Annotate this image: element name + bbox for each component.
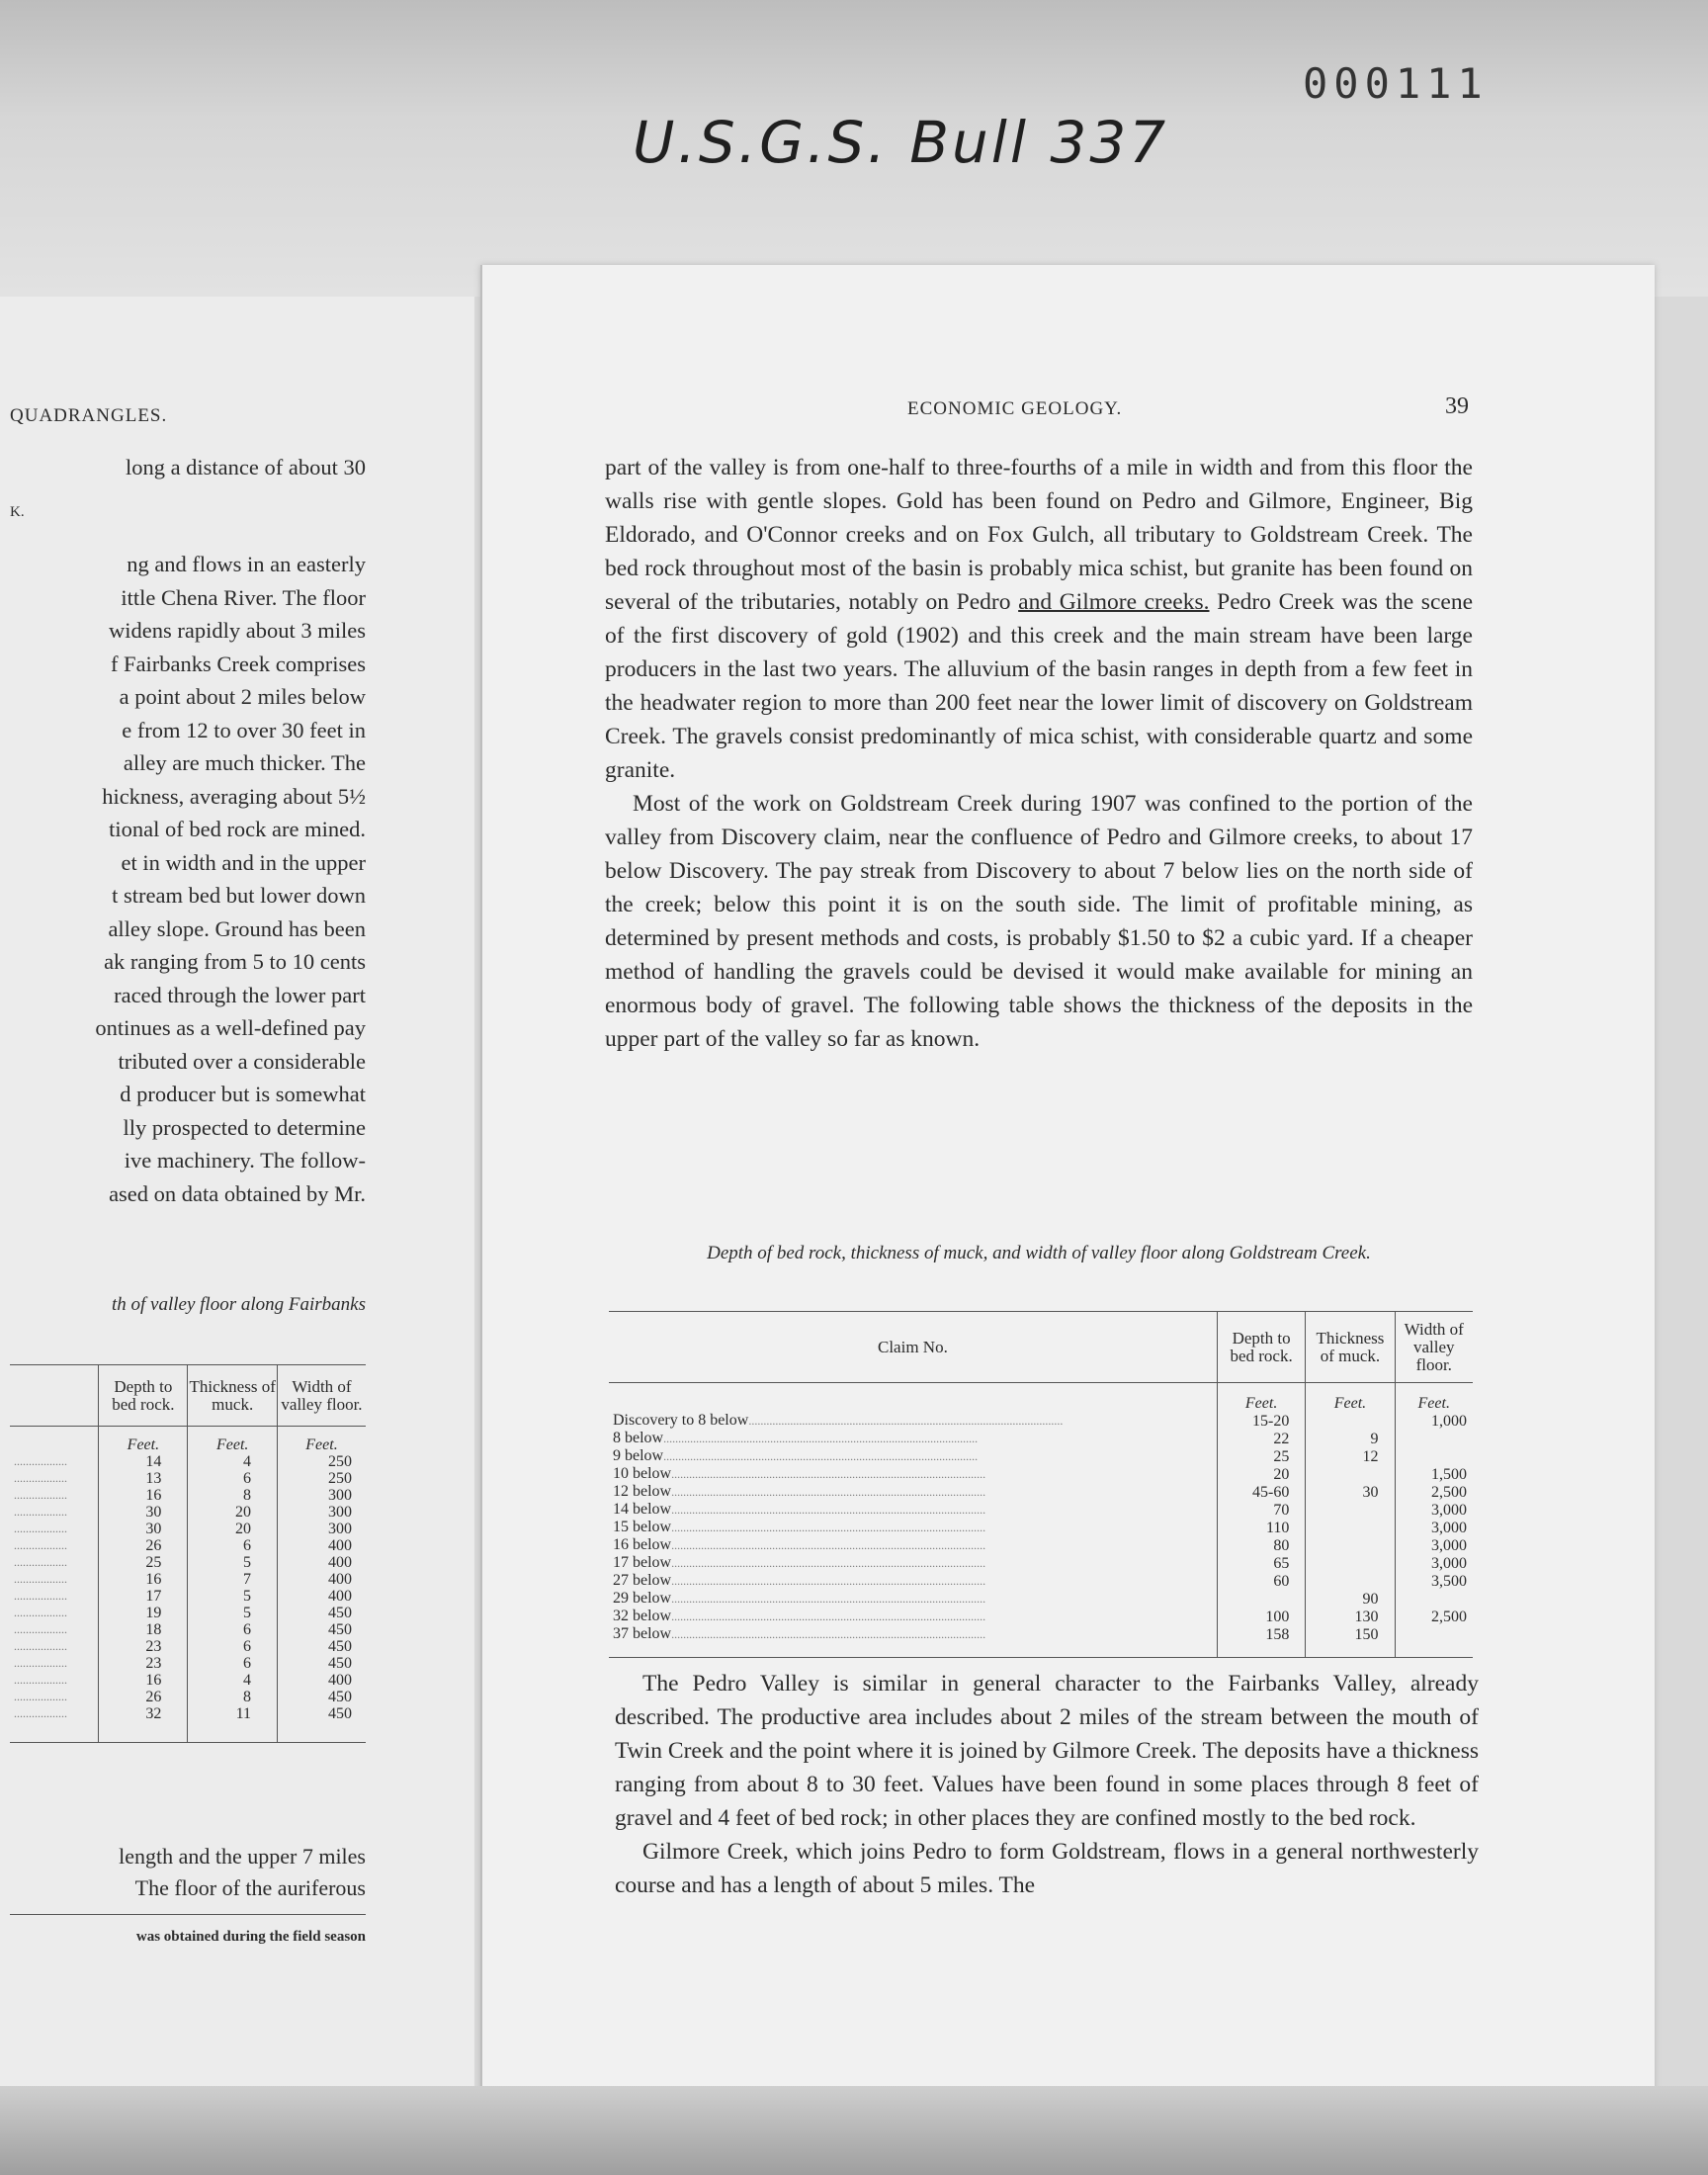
table-row [609, 1447, 1473, 1465]
left-text-line: e from 12 to over 30 feet in [122, 717, 366, 742]
left-unit-cell: Feet. [277, 1427, 366, 1454]
left-table-cell: 250 [277, 1453, 366, 1470]
scan-bottom-margin [0, 2086, 1708, 2175]
claim-cell: 15 below.......................................................................................................... [613, 1519, 986, 1535]
left-table-cell: 300 [277, 1521, 366, 1537]
table-row [609, 1465, 1473, 1483]
left-table-cell: 20 [188, 1521, 278, 1537]
table-cell [1395, 1430, 1473, 1447]
table-row [609, 1483, 1473, 1501]
left-text-line: lly prospected to determine [123, 1114, 366, 1140]
left-text-line: ng and flows in an easterly [127, 552, 366, 576]
left-text-line: K. [10, 504, 25, 520]
left-table-cell: 11 [188, 1705, 278, 1722]
left-table-cell: 300 [277, 1487, 366, 1504]
left-table-cell: 300 [277, 1504, 366, 1521]
table-cell: 15-20 [1217, 1412, 1306, 1430]
left-unit-cell: Feet. [99, 1427, 188, 1454]
left-end-cell [10, 1722, 99, 1742]
goldstream-table-body [609, 1383, 1473, 1658]
table-row [609, 1590, 1473, 1608]
claim-label: 8 below [613, 1430, 664, 1446]
paragraph-1-part-a: part of the valley is from one-half to three-fourths of a mile in width and from this floor the walls rise with gentle slopes. Gold has been found on Pedro and Gilmore, Engineer, Big Eldorado, and O'Connor creeks and on Fox Gulch, all tributary to Goldstream Creek. The bed rock throughout most of the basin is probably mica schist, but granite has been found on several of the tributaries, notably on Pedro [605, 455, 1473, 615]
table-cell: 158 [1217, 1625, 1306, 1643]
left-table-cell: 5 [188, 1554, 278, 1571]
end-cell [1306, 1643, 1395, 1657]
left-table-cell: 450 [277, 1638, 366, 1655]
left-unit-cell: Feet. [188, 1427, 278, 1454]
left-table-cell: 4 [188, 1672, 278, 1689]
table-row [609, 1536, 1473, 1554]
claim-cell: 16 below.......................................................................................................... [613, 1536, 986, 1553]
left-table-cell: 19 [99, 1605, 188, 1621]
left-table-row [10, 1571, 366, 1588]
table-cell: 12 [1306, 1447, 1395, 1465]
paragraph-2: Most of the work on Goldstream Creek during 1907 was confined to the portion of the valley from Discovery claim, near the confluence of Pedro and Gilmore creeks, to about 17 below Discovery. The pay streak from Discovery to about 7 below lies on the north side of the creek; below this point it is on the south side. The limit of profitable mining, as determined by present methods and costs, is probably $1.50 to $2 a cubic yard. If a cheaper method of handling the gravels could be devised it would make available for mining an enormous body of gravel. The following table shows the thickness of the deposits in the upper part of the valley so far as known. [605, 791, 1473, 1052]
left-table-body [10, 1427, 366, 1743]
table-row [609, 1608, 1473, 1625]
left-data-table [10, 1364, 366, 1743]
claim-cell: 32 below.......................................................................................................... [613, 1608, 986, 1624]
left-unit-blank [10, 1427, 99, 1454]
claim-label: 14 below [613, 1501, 672, 1518]
left-row-leader: .................. [14, 1690, 67, 1703]
table-cell: 3,500 [1395, 1572, 1473, 1590]
left-table-row [10, 1672, 366, 1689]
table-cell: 22 [1217, 1430, 1306, 1447]
left-row-leader: .................. [14, 1673, 67, 1687]
left-table-cell: 250 [277, 1470, 366, 1487]
claim-label: 29 below [613, 1590, 672, 1607]
claim-label: 32 below [613, 1608, 672, 1624]
left-table-cell: 400 [277, 1537, 366, 1554]
left-text-line: ittle Chena River. The floor [121, 584, 366, 610]
table-cell [1306, 1465, 1395, 1483]
table-cell: 2,500 [1395, 1483, 1473, 1501]
left-table-cell: 7 [188, 1571, 278, 1588]
claim-label: 37 below [613, 1625, 672, 1642]
left-bottom-text [10, 1841, 366, 1953]
left-end-cell [99, 1722, 188, 1742]
table-cell [1306, 1412, 1395, 1430]
left-table-cell: 6 [188, 1638, 278, 1655]
table-cell [1395, 1625, 1473, 1643]
left-table-cell: 30 [99, 1521, 188, 1537]
left-text-line: tional of bed rock are mined. [109, 817, 366, 841]
left-end-cell [188, 1722, 278, 1742]
left-table-cell: 6 [188, 1470, 278, 1487]
table-cell [1306, 1501, 1395, 1519]
claim-cell: Discovery to 8 below.......................................................................................................... [613, 1412, 1064, 1429]
left-table-cell: 450 [277, 1621, 366, 1638]
left-page [0, 297, 474, 2106]
table-cell: 110 [1217, 1519, 1306, 1536]
left-text-line: et in width and in the upper [121, 849, 366, 875]
left-text-line: long a distance of about 30 [125, 455, 366, 479]
paragraph-1-underlined: and Gilmore creeks. [1018, 589, 1210, 615]
table-cell: 25 [1217, 1447, 1306, 1465]
handwritten-annotation: U.S.G.S. Bull 337 [633, 109, 1169, 176]
left-table-cell: 23 [99, 1638, 188, 1655]
left-col-blank [10, 1365, 99, 1427]
left-text-line: ontinues as a well-defined pay [95, 1015, 366, 1040]
table-cell: 60 [1217, 1572, 1306, 1590]
left-text-line: t stream bed but lower down [112, 883, 366, 908]
left-bottom-line-2: The floor of the auriferous [134, 1875, 366, 1900]
paragraph-4: Gilmore Creek, which joins Pedro to form Goldstream, flows in a general northwesterly course and has a length of about 5 miles. The [615, 1839, 1479, 1898]
claim-label: Discovery to 8 below [613, 1412, 749, 1429]
body-text-top [605, 451, 1473, 1056]
left-table-cell: 32 [99, 1705, 188, 1722]
left-table-cell: 14 [99, 1453, 188, 1470]
left-table-cell: 26 [99, 1537, 188, 1554]
table-cell [1306, 1519, 1395, 1536]
claim-cell: 9 below.......................................................................................................... [613, 1447, 979, 1464]
table-cell: 150 [1306, 1625, 1395, 1643]
left-table-cell: 450 [277, 1605, 366, 1621]
table-cell [1395, 1447, 1473, 1465]
left-table-cell: 5 [188, 1605, 278, 1621]
claim-cell: 10 below.......................................................................................................... [613, 1465, 986, 1482]
left-table-row [10, 1705, 366, 1722]
table-cell: 100 [1217, 1608, 1306, 1625]
left-table-row [10, 1487, 366, 1504]
table-cell: 3,000 [1395, 1536, 1473, 1554]
left-text-line: alley are much thicker. The [123, 750, 366, 775]
left-table-cell: 20 [188, 1504, 278, 1521]
claim-label: 10 below [613, 1465, 672, 1482]
left-row-leader: .................. [14, 1538, 67, 1552]
left-table-cell: 400 [277, 1672, 366, 1689]
table-row [609, 1412, 1473, 1430]
paragraph-1-part-b: Pedro Creek was the scene of the first discovery of gold (1902) and this creek and the main stream have been large producers in the last two years. The alluvium of the basin ranges in depth from a few feet in the headwater region to more than 200 feet near the lower limit of discovery on Goldstream Creek. The gravels consist predominantly of mica schist, with considerable quartz and some granite. [605, 589, 1473, 783]
left-table-cell: 8 [188, 1487, 278, 1504]
table-row [609, 1625, 1473, 1643]
unit-cell: Feet. [1217, 1383, 1306, 1413]
left-table-cell: 25 [99, 1554, 188, 1571]
left-text-line: hickness, averaging about 5½ [102, 783, 366, 809]
claim-cell: 14 below.......................................................................................................... [613, 1501, 986, 1518]
table-row [609, 1430, 1473, 1447]
table-cell: 45-60 [1217, 1483, 1306, 1501]
table-cell: 3,000 [1395, 1519, 1473, 1536]
col-claim: Claim No. [878, 1337, 948, 1356]
left-table-row [10, 1554, 366, 1571]
claim-cell: 17 below.......................................................................................................... [613, 1554, 986, 1571]
left-row-leader: .................. [14, 1505, 67, 1519]
unit-cell: Feet. [1306, 1383, 1395, 1413]
left-table-row [10, 1470, 366, 1487]
left-table-row [10, 1588, 366, 1605]
claim-cell: 12 below.......................................................................................................... [613, 1483, 986, 1500]
claim-label: 12 below [613, 1483, 672, 1500]
table-cell: 20 [1217, 1465, 1306, 1483]
left-table-row [10, 1504, 366, 1521]
table-row [609, 1572, 1473, 1590]
left-col-depth: Depth to bed rock. [99, 1365, 188, 1427]
left-table-cell: 400 [277, 1571, 366, 1588]
claim-cell: 8 below.......................................................................................................... [613, 1430, 979, 1446]
left-table-cell: 450 [277, 1655, 366, 1672]
left-table-cell: 30 [99, 1504, 188, 1521]
table-end [609, 1643, 1473, 1657]
col-muck: Thickness of muck. [1306, 1312, 1395, 1383]
left-table-cell: 13 [99, 1470, 188, 1487]
table-cell: 9 [1306, 1430, 1395, 1447]
left-table-row [10, 1655, 366, 1672]
table-cell: 1,500 [1395, 1465, 1473, 1483]
claim-label: 27 below [613, 1572, 672, 1589]
end-cell [1217, 1643, 1306, 1657]
left-text-line: a point about 2 miles below [119, 684, 366, 709]
table-cell: 2,500 [1395, 1608, 1473, 1625]
left-footnote: was obtained during the field season [10, 1914, 366, 1953]
paragraph-3: The Pedro Valley is similar in general character to the Fairbanks Valley, already described. The productive area includes about 2 miles of the stream between the mouth of Twin Creek and the point where it is joined by Gilmore Creek. The deposits have a thickness ranging from about 8 to 30 feet. Values have been found in some places through 8 feet of gravel and 4 feet of bed rock; in other places they are confined mostly to the bed rock. [615, 1671, 1479, 1831]
table-cell: 90 [1306, 1590, 1395, 1608]
left-text-line: tributed over a considerable [118, 1048, 366, 1074]
left-table-row [10, 1521, 366, 1537]
left-table-cell: 6 [188, 1655, 278, 1672]
table-cell [1306, 1536, 1395, 1554]
col-depth: Depth to bed rock. [1217, 1312, 1306, 1383]
left-table-cell: 16 [99, 1672, 188, 1689]
left-text-line: widens rapidly about 3 miles [109, 618, 366, 643]
left-table-cell: 16 [99, 1487, 188, 1504]
left-text-line: ive machinery. The follow- [124, 1148, 366, 1173]
page-number: 39 [1445, 393, 1469, 419]
left-units-row [10, 1427, 366, 1454]
left-table-cell: 26 [99, 1689, 188, 1705]
table-cell: 65 [1217, 1554, 1306, 1572]
left-table-cell: 4 [188, 1453, 278, 1470]
document-number: 000111 [1303, 59, 1489, 108]
left-text-line: alley slope. Ground has been [108, 915, 366, 941]
table-cell [1306, 1572, 1395, 1590]
left-table-cell: 450 [277, 1705, 366, 1722]
table-cell: 3,000 [1395, 1501, 1473, 1519]
table-row [609, 1554, 1473, 1572]
col-width: Width of valley floor. [1395, 1312, 1473, 1383]
left-table-cell: 18 [99, 1621, 188, 1638]
left-row-leader: .................. [14, 1572, 67, 1586]
left-table-cell: 17 [99, 1588, 188, 1605]
left-table-cell: 23 [99, 1655, 188, 1672]
left-table-cell: 16 [99, 1571, 188, 1588]
left-table-caption: th of valley floor along Fairbanks [111, 1294, 366, 1315]
left-table-cell: 400 [277, 1554, 366, 1571]
left-col-muck: Thickness of muck. [188, 1365, 278, 1427]
table-cell: 80 [1217, 1536, 1306, 1554]
units-row [609, 1383, 1473, 1413]
paragraph-1 [605, 451, 1473, 787]
left-table-row [10, 1638, 366, 1655]
left-row-leader: .................. [14, 1639, 67, 1653]
left-end-cell [277, 1722, 366, 1742]
table-cell [1217, 1590, 1306, 1608]
left-col-width: Width of valley floor. [277, 1365, 366, 1427]
end-cell [1395, 1643, 1473, 1657]
left-bottom-line-1: length and the upper 7 miles [119, 1844, 366, 1869]
table-cell: 30 [1306, 1483, 1395, 1501]
unit-cell: Feet. [1395, 1383, 1473, 1413]
left-text-line: ased on data obtained by Mr. [109, 1180, 366, 1206]
claim-label: 17 below [613, 1554, 672, 1571]
table-cell [1306, 1554, 1395, 1572]
end-cell [609, 1643, 1217, 1657]
left-text-line: raced through the lower part [114, 982, 366, 1007]
left-table-cell: 450 [277, 1689, 366, 1705]
left-table-cell: 400 [277, 1588, 366, 1605]
left-table-cell: 6 [188, 1621, 278, 1638]
claim-label: 15 below [613, 1519, 672, 1535]
table-row [609, 1501, 1473, 1519]
table-cell: 130 [1306, 1608, 1395, 1625]
table-cell: 70 [1217, 1501, 1306, 1519]
table-caption: Depth of bed rock, thickness of muck, and width of valley floor along Goldstream Creek. [707, 1243, 1371, 1263]
left-row-leader: .................. [14, 1622, 67, 1636]
left-table-end [10, 1722, 366, 1742]
left-row-leader: .................. [14, 1656, 67, 1670]
body-text-bottom [615, 1667, 1479, 1902]
left-row-leader: .................. [14, 1555, 67, 1569]
left-text-line: f Fairbanks Creek comprises [110, 651, 366, 676]
table-cell: 1,000 [1395, 1412, 1473, 1430]
left-row-leader: .................. [14, 1488, 67, 1502]
right-page [480, 265, 1655, 2104]
left-running-head: QUADRANGLES. [10, 405, 168, 426]
claim-cell: 29 below.......................................................................................................... [613, 1590, 986, 1607]
left-text-line: ak ranging from 5 to 10 cents [104, 949, 366, 974]
left-table-cell: 6 [188, 1537, 278, 1554]
claim-label: 9 below [613, 1447, 664, 1464]
claim-cell: 27 below.......................................................................................................... [613, 1572, 986, 1589]
table-cell [1395, 1590, 1473, 1608]
table-cell: 3,000 [1395, 1554, 1473, 1572]
left-row-leader: .................. [14, 1589, 67, 1603]
left-table-row [10, 1537, 366, 1554]
left-row-leader: .................. [14, 1454, 67, 1468]
left-text-line: d producer but is somewhat [120, 1082, 366, 1106]
left-row-leader: .................. [14, 1522, 67, 1535]
left-table-cell: 8 [188, 1689, 278, 1705]
claim-cell: 37 below.......................................................................................................... [613, 1625, 986, 1642]
left-row-leader: .................. [14, 1606, 67, 1619]
left-table-row [10, 1621, 366, 1638]
unit-cell [609, 1383, 1217, 1413]
left-table-cell: 5 [188, 1588, 278, 1605]
claim-label: 16 below [613, 1536, 672, 1553]
left-row-leader: .................. [14, 1706, 67, 1720]
left-table-row [10, 1689, 366, 1705]
left-row-leader: .................. [14, 1471, 67, 1485]
table-row [609, 1519, 1473, 1536]
left-table-row [10, 1605, 366, 1621]
right-running-head: ECONOMIC GEOLOGY. [907, 398, 1123, 419]
goldstream-table [609, 1311, 1473, 1658]
left-table-row [10, 1453, 366, 1470]
